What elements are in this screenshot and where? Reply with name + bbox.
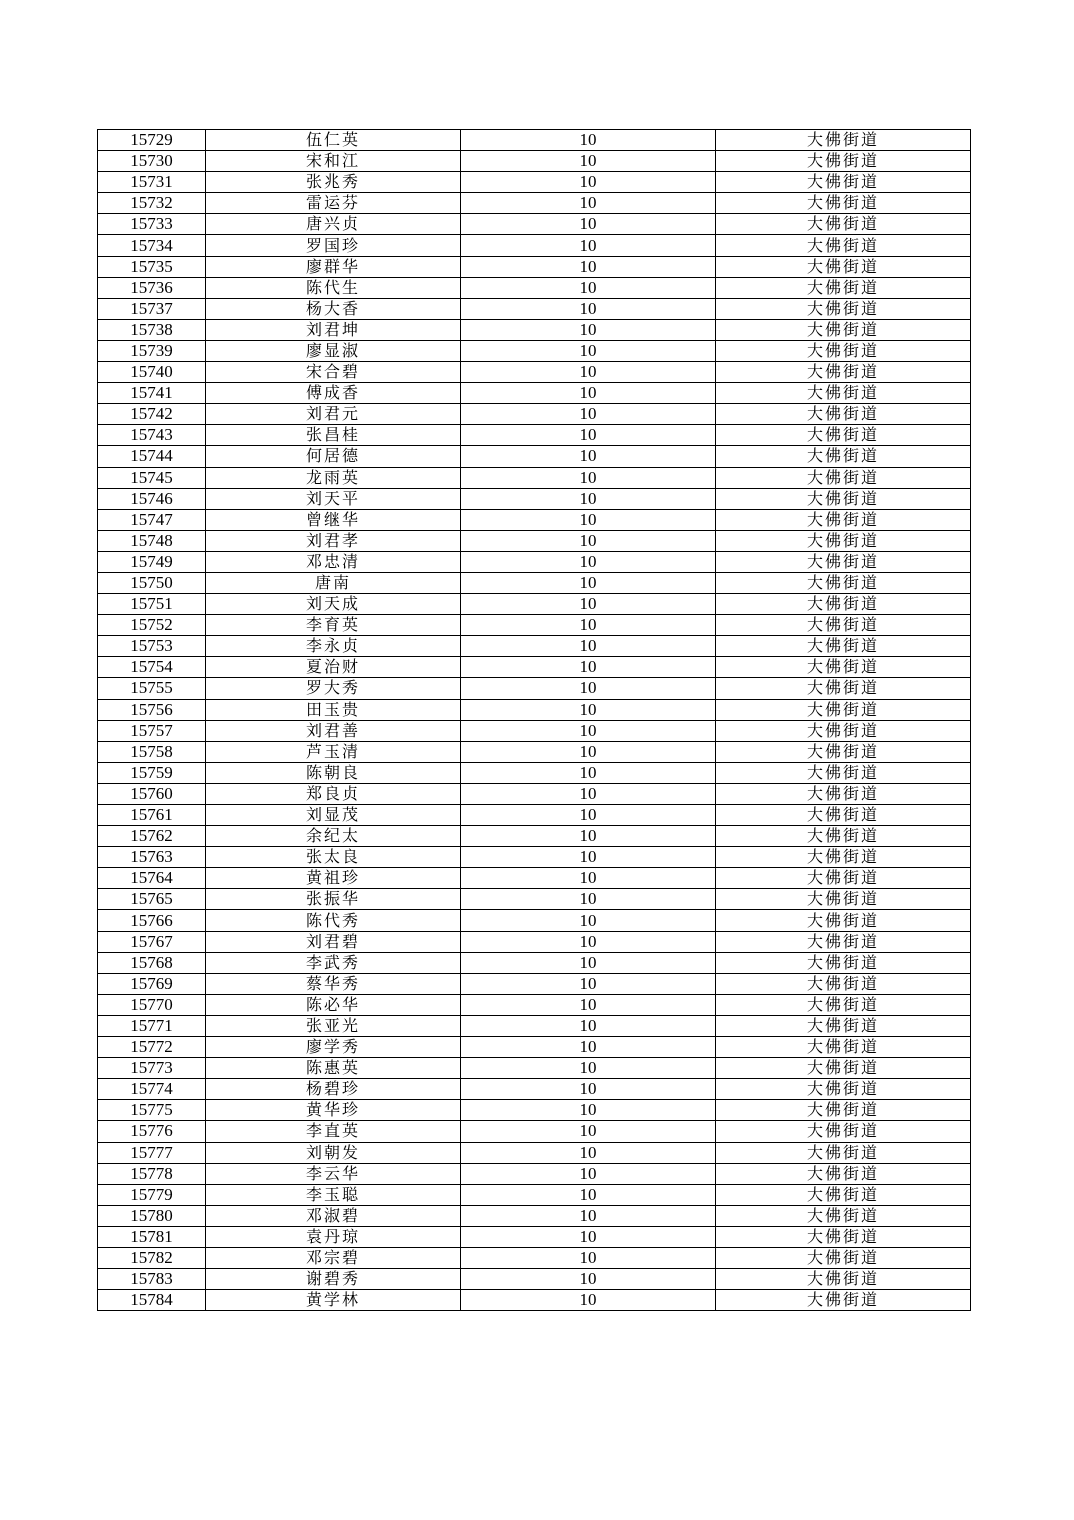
amount-cell: 10: [461, 130, 716, 151]
street-cell: 大佛街道: [716, 340, 971, 361]
amount-cell: 10: [461, 1058, 716, 1079]
street-cell: 大佛街道: [716, 1079, 971, 1100]
street-cell: 大佛街道: [716, 1290, 971, 1311]
row-number-cell: 15778: [98, 1163, 206, 1184]
name-cell: 刘君碧: [206, 931, 461, 952]
table-row: [98, 847, 971, 868]
street-cell: 大佛街道: [716, 1269, 971, 1290]
table-row: [98, 931, 971, 952]
street-cell: 大佛街道: [716, 699, 971, 720]
street-cell: 大佛街道: [716, 1247, 971, 1268]
amount-cell: 10: [461, 720, 716, 741]
street-cell: 大佛街道: [716, 235, 971, 256]
row-number-cell: 15766: [98, 910, 206, 931]
table-row: [98, 130, 971, 151]
table-row: [98, 1247, 971, 1268]
table-row: [98, 1290, 971, 1311]
row-number-cell: 15731: [98, 172, 206, 193]
name-cell: 邓宗碧: [206, 1247, 461, 1268]
row-number-cell: 15742: [98, 404, 206, 425]
amount-cell: 10: [461, 1247, 716, 1268]
street-cell: 大佛街道: [716, 889, 971, 910]
table-row: [98, 404, 971, 425]
amount-cell: 10: [461, 805, 716, 826]
table-row: [98, 572, 971, 593]
amount-cell: 10: [461, 1100, 716, 1121]
street-cell: 大佛街道: [716, 551, 971, 572]
street-cell: 大佛街道: [716, 1142, 971, 1163]
street-cell: 大佛街道: [716, 1037, 971, 1058]
table-row: [98, 1184, 971, 1205]
amount-cell: 10: [461, 910, 716, 931]
amount-cell: 10: [461, 1163, 716, 1184]
table-row: [98, 446, 971, 467]
name-cell: 李玉聪: [206, 1184, 461, 1205]
table-row: [98, 277, 971, 298]
name-cell: 张昌桂: [206, 425, 461, 446]
name-cell: 刘天平: [206, 488, 461, 509]
street-cell: 大佛街道: [716, 298, 971, 319]
street-cell: 大佛街道: [716, 1121, 971, 1142]
name-cell: 芦玉清: [206, 741, 461, 762]
street-cell: 大佛街道: [716, 636, 971, 657]
amount-cell: 10: [461, 889, 716, 910]
street-cell: 大佛街道: [716, 572, 971, 593]
table-row: [98, 256, 971, 277]
street-cell: 大佛街道: [716, 319, 971, 340]
amount-cell: 10: [461, 151, 716, 172]
table-row: [98, 783, 971, 804]
amount-cell: 10: [461, 699, 716, 720]
name-cell: 陈代秀: [206, 910, 461, 931]
table-row: [98, 868, 971, 889]
name-cell: 杨大香: [206, 298, 461, 319]
amount-cell: 10: [461, 1037, 716, 1058]
name-cell: 蔡华秀: [206, 973, 461, 994]
street-cell: 大佛街道: [716, 467, 971, 488]
street-cell: 大佛街道: [716, 973, 971, 994]
amount-cell: 10: [461, 425, 716, 446]
table-row: [98, 530, 971, 551]
table-row: [98, 319, 971, 340]
table-row: [98, 699, 971, 720]
data-table: [97, 129, 971, 1311]
table-row: [98, 488, 971, 509]
name-cell: 罗国珍: [206, 235, 461, 256]
table-row: [98, 1205, 971, 1226]
row-number-cell: 15757: [98, 720, 206, 741]
name-cell: 刘显茂: [206, 805, 461, 826]
name-cell: 夏治财: [206, 657, 461, 678]
amount-cell: 10: [461, 783, 716, 804]
row-number-cell: 15775: [98, 1100, 206, 1121]
street-cell: 大佛街道: [716, 277, 971, 298]
amount-cell: 10: [461, 826, 716, 847]
table-row: [98, 636, 971, 657]
table-row: [98, 1163, 971, 1184]
name-cell: 陈必华: [206, 994, 461, 1015]
name-cell: 黄华珍: [206, 1100, 461, 1121]
table-row: [98, 805, 971, 826]
table-row: [98, 1058, 971, 1079]
street-cell: 大佛街道: [716, 1226, 971, 1247]
table-row: [98, 994, 971, 1015]
name-cell: 张太良: [206, 847, 461, 868]
name-cell: 宋合碧: [206, 362, 461, 383]
amount-cell: 10: [461, 1121, 716, 1142]
name-cell: 唐兴贞: [206, 214, 461, 235]
table-row: [98, 551, 971, 572]
name-cell: 陈朝良: [206, 762, 461, 783]
amount-cell: 10: [461, 467, 716, 488]
street-cell: 大佛街道: [716, 762, 971, 783]
amount-cell: 10: [461, 1142, 716, 1163]
street-cell: 大佛街道: [716, 214, 971, 235]
row-number-cell: 15735: [98, 256, 206, 277]
amount-cell: 10: [461, 1205, 716, 1226]
table-body: [98, 130, 971, 1311]
row-number-cell: 15745: [98, 467, 206, 488]
table-row: [98, 193, 971, 214]
row-number-cell: 15782: [98, 1247, 206, 1268]
name-cell: 伍仁英: [206, 130, 461, 151]
name-cell: 黄祖珍: [206, 868, 461, 889]
street-cell: 大佛街道: [716, 741, 971, 762]
row-number-cell: 15767: [98, 931, 206, 952]
amount-cell: 10: [461, 741, 716, 762]
table-row: [98, 214, 971, 235]
row-number-cell: 15784: [98, 1290, 206, 1311]
amount-cell: 10: [461, 193, 716, 214]
name-cell: 刘朝发: [206, 1142, 461, 1163]
table-row: [98, 741, 971, 762]
row-number-cell: 15772: [98, 1037, 206, 1058]
amount-cell: 10: [461, 994, 716, 1015]
row-number-cell: 15738: [98, 319, 206, 340]
row-number-cell: 15751: [98, 594, 206, 615]
row-number-cell: 15764: [98, 868, 206, 889]
name-cell: 陈代生: [206, 277, 461, 298]
amount-cell: 10: [461, 678, 716, 699]
table-row: [98, 720, 971, 741]
table-row: [98, 235, 971, 256]
amount-cell: 10: [461, 847, 716, 868]
amount-cell: 10: [461, 530, 716, 551]
name-cell: 龙雨英: [206, 467, 461, 488]
row-number-cell: 15777: [98, 1142, 206, 1163]
table-row: [98, 1142, 971, 1163]
street-cell: 大佛街道: [716, 783, 971, 804]
name-cell: 李永贞: [206, 636, 461, 657]
row-number-cell: 15781: [98, 1226, 206, 1247]
name-cell: 谢碧秀: [206, 1269, 461, 1290]
amount-cell: 10: [461, 1269, 716, 1290]
row-number-cell: 15776: [98, 1121, 206, 1142]
table-row: [98, 889, 971, 910]
name-cell: 李武秀: [206, 952, 461, 973]
name-cell: 罗大秀: [206, 678, 461, 699]
amount-cell: 10: [461, 488, 716, 509]
row-number-cell: 15773: [98, 1058, 206, 1079]
name-cell: 黄学林: [206, 1290, 461, 1311]
table-row: [98, 657, 971, 678]
table-row: [98, 151, 971, 172]
name-cell: 刘君坤: [206, 319, 461, 340]
row-number-cell: 15741: [98, 383, 206, 404]
row-number-cell: 15752: [98, 615, 206, 636]
amount-cell: 10: [461, 615, 716, 636]
street-cell: 大佛街道: [716, 1163, 971, 1184]
street-cell: 大佛街道: [716, 678, 971, 699]
street-cell: 大佛街道: [716, 1205, 971, 1226]
table-row: [98, 615, 971, 636]
amount-cell: 10: [461, 952, 716, 973]
amount-cell: 10: [461, 404, 716, 425]
row-number-cell: 15750: [98, 572, 206, 593]
amount-cell: 10: [461, 340, 716, 361]
name-cell: 廖学秀: [206, 1037, 461, 1058]
street-cell: 大佛街道: [716, 994, 971, 1015]
street-cell: 大佛街道: [716, 1100, 971, 1121]
table-row: [98, 509, 971, 530]
row-number-cell: 15744: [98, 446, 206, 467]
row-number-cell: 15739: [98, 340, 206, 361]
street-cell: 大佛街道: [716, 1015, 971, 1036]
amount-cell: 10: [461, 594, 716, 615]
table-row: [98, 467, 971, 488]
table-row: [98, 826, 971, 847]
street-cell: 大佛街道: [716, 657, 971, 678]
table-row: [98, 298, 971, 319]
row-number-cell: 15755: [98, 678, 206, 699]
amount-cell: 10: [461, 1079, 716, 1100]
row-number-cell: 15740: [98, 362, 206, 383]
amount-cell: 10: [461, 319, 716, 340]
row-number-cell: 15756: [98, 699, 206, 720]
row-number-cell: 15734: [98, 235, 206, 256]
street-cell: 大佛街道: [716, 172, 971, 193]
street-cell: 大佛街道: [716, 868, 971, 889]
street-cell: 大佛街道: [716, 1184, 971, 1205]
name-cell: 余纪太: [206, 826, 461, 847]
name-cell: 郑良贞: [206, 783, 461, 804]
name-cell: 李云华: [206, 1163, 461, 1184]
table-row: [98, 340, 971, 361]
table-row: [98, 678, 971, 699]
amount-cell: 10: [461, 868, 716, 889]
street-cell: 大佛街道: [716, 1058, 971, 1079]
name-cell: 李直英: [206, 1121, 461, 1142]
table-row: [98, 1226, 971, 1247]
row-number-cell: 15771: [98, 1015, 206, 1036]
amount-cell: 10: [461, 973, 716, 994]
table-row: [98, 594, 971, 615]
amount-cell: 10: [461, 298, 716, 319]
name-cell: 刘天成: [206, 594, 461, 615]
amount-cell: 10: [461, 446, 716, 467]
row-number-cell: 15759: [98, 762, 206, 783]
name-cell: 邓淑碧: [206, 1205, 461, 1226]
street-cell: 大佛街道: [716, 256, 971, 277]
name-cell: 廖显淑: [206, 340, 461, 361]
row-number-cell: 15762: [98, 826, 206, 847]
row-number-cell: 15753: [98, 636, 206, 657]
name-cell: 廖群华: [206, 256, 461, 277]
street-cell: 大佛街道: [716, 193, 971, 214]
street-cell: 大佛街道: [716, 952, 971, 973]
name-cell: 张兆秀: [206, 172, 461, 193]
name-cell: 张亚光: [206, 1015, 461, 1036]
amount-cell: 10: [461, 551, 716, 572]
name-cell: 唐南: [206, 572, 461, 593]
street-cell: 大佛街道: [716, 425, 971, 446]
street-cell: 大佛街道: [716, 404, 971, 425]
street-cell: 大佛街道: [716, 530, 971, 551]
name-cell: 刘君元: [206, 404, 461, 425]
table-row: [98, 1100, 971, 1121]
street-cell: 大佛街道: [716, 931, 971, 952]
street-cell: 大佛街道: [716, 826, 971, 847]
name-cell: 陈惠英: [206, 1058, 461, 1079]
row-number-cell: 15761: [98, 805, 206, 826]
table-row: [98, 910, 971, 931]
amount-cell: 10: [461, 214, 716, 235]
amount-cell: 10: [461, 762, 716, 783]
row-number-cell: 15748: [98, 530, 206, 551]
name-cell: 刘君孝: [206, 530, 461, 551]
street-cell: 大佛街道: [716, 151, 971, 172]
row-number-cell: 15765: [98, 889, 206, 910]
amount-cell: 10: [461, 657, 716, 678]
street-cell: 大佛街道: [716, 383, 971, 404]
amount-cell: 10: [461, 277, 716, 298]
amount-cell: 10: [461, 1184, 716, 1205]
street-cell: 大佛街道: [716, 910, 971, 931]
row-number-cell: 15737: [98, 298, 206, 319]
row-number-cell: 15730: [98, 151, 206, 172]
name-cell: 曾继华: [206, 509, 461, 530]
table-row: [98, 383, 971, 404]
table-row: [98, 362, 971, 383]
row-number-cell: 15770: [98, 994, 206, 1015]
table-row: [98, 973, 971, 994]
row-number-cell: 15763: [98, 847, 206, 868]
street-cell: 大佛街道: [716, 615, 971, 636]
street-cell: 大佛街道: [716, 847, 971, 868]
amount-cell: 10: [461, 383, 716, 404]
amount-cell: 10: [461, 1290, 716, 1311]
name-cell: 邓忠清: [206, 551, 461, 572]
amount-cell: 10: [461, 235, 716, 256]
street-cell: 大佛街道: [716, 720, 971, 741]
row-number-cell: 15743: [98, 425, 206, 446]
row-number-cell: 15754: [98, 657, 206, 678]
street-cell: 大佛街道: [716, 594, 971, 615]
row-number-cell: 15746: [98, 488, 206, 509]
street-cell: 大佛街道: [716, 488, 971, 509]
name-cell: 何居德: [206, 446, 461, 467]
amount-cell: 10: [461, 256, 716, 277]
amount-cell: 10: [461, 1226, 716, 1247]
name-cell: 李育英: [206, 615, 461, 636]
row-number-cell: 15758: [98, 741, 206, 762]
street-cell: 大佛街道: [716, 509, 971, 530]
name-cell: 田玉贵: [206, 699, 461, 720]
table-row: [98, 762, 971, 783]
table-row: [98, 425, 971, 446]
row-number-cell: 15768: [98, 952, 206, 973]
name-cell: 刘君善: [206, 720, 461, 741]
row-number-cell: 15769: [98, 973, 206, 994]
amount-cell: 10: [461, 636, 716, 657]
row-number-cell: 15760: [98, 783, 206, 804]
row-number-cell: 15732: [98, 193, 206, 214]
amount-cell: 10: [461, 1015, 716, 1036]
table-row: [98, 1121, 971, 1142]
name-cell: 傅成香: [206, 383, 461, 404]
amount-cell: 10: [461, 509, 716, 530]
street-cell: 大佛街道: [716, 446, 971, 467]
amount-cell: 10: [461, 362, 716, 383]
amount-cell: 10: [461, 172, 716, 193]
name-cell: 雷运芬: [206, 193, 461, 214]
street-cell: 大佛街道: [716, 130, 971, 151]
name-cell: 张振华: [206, 889, 461, 910]
row-number-cell: 15749: [98, 551, 206, 572]
table-row: [98, 1079, 971, 1100]
name-cell: 宋和江: [206, 151, 461, 172]
amount-cell: 10: [461, 572, 716, 593]
row-number-cell: 15729: [98, 130, 206, 151]
table-row: [98, 1269, 971, 1290]
table-row: [98, 1015, 971, 1036]
street-cell: 大佛街道: [716, 805, 971, 826]
amount-cell: 10: [461, 931, 716, 952]
row-number-cell: 15736: [98, 277, 206, 298]
table-row: [98, 952, 971, 973]
row-number-cell: 15747: [98, 509, 206, 530]
row-number-cell: 15783: [98, 1269, 206, 1290]
row-number-cell: 15774: [98, 1079, 206, 1100]
street-cell: 大佛街道: [716, 362, 971, 383]
row-number-cell: 15779: [98, 1184, 206, 1205]
name-cell: 袁丹琼: [206, 1226, 461, 1247]
table-row: [98, 1037, 971, 1058]
row-number-cell: 15733: [98, 214, 206, 235]
table-row: [98, 172, 971, 193]
row-number-cell: 15780: [98, 1205, 206, 1226]
name-cell: 杨碧珍: [206, 1079, 461, 1100]
